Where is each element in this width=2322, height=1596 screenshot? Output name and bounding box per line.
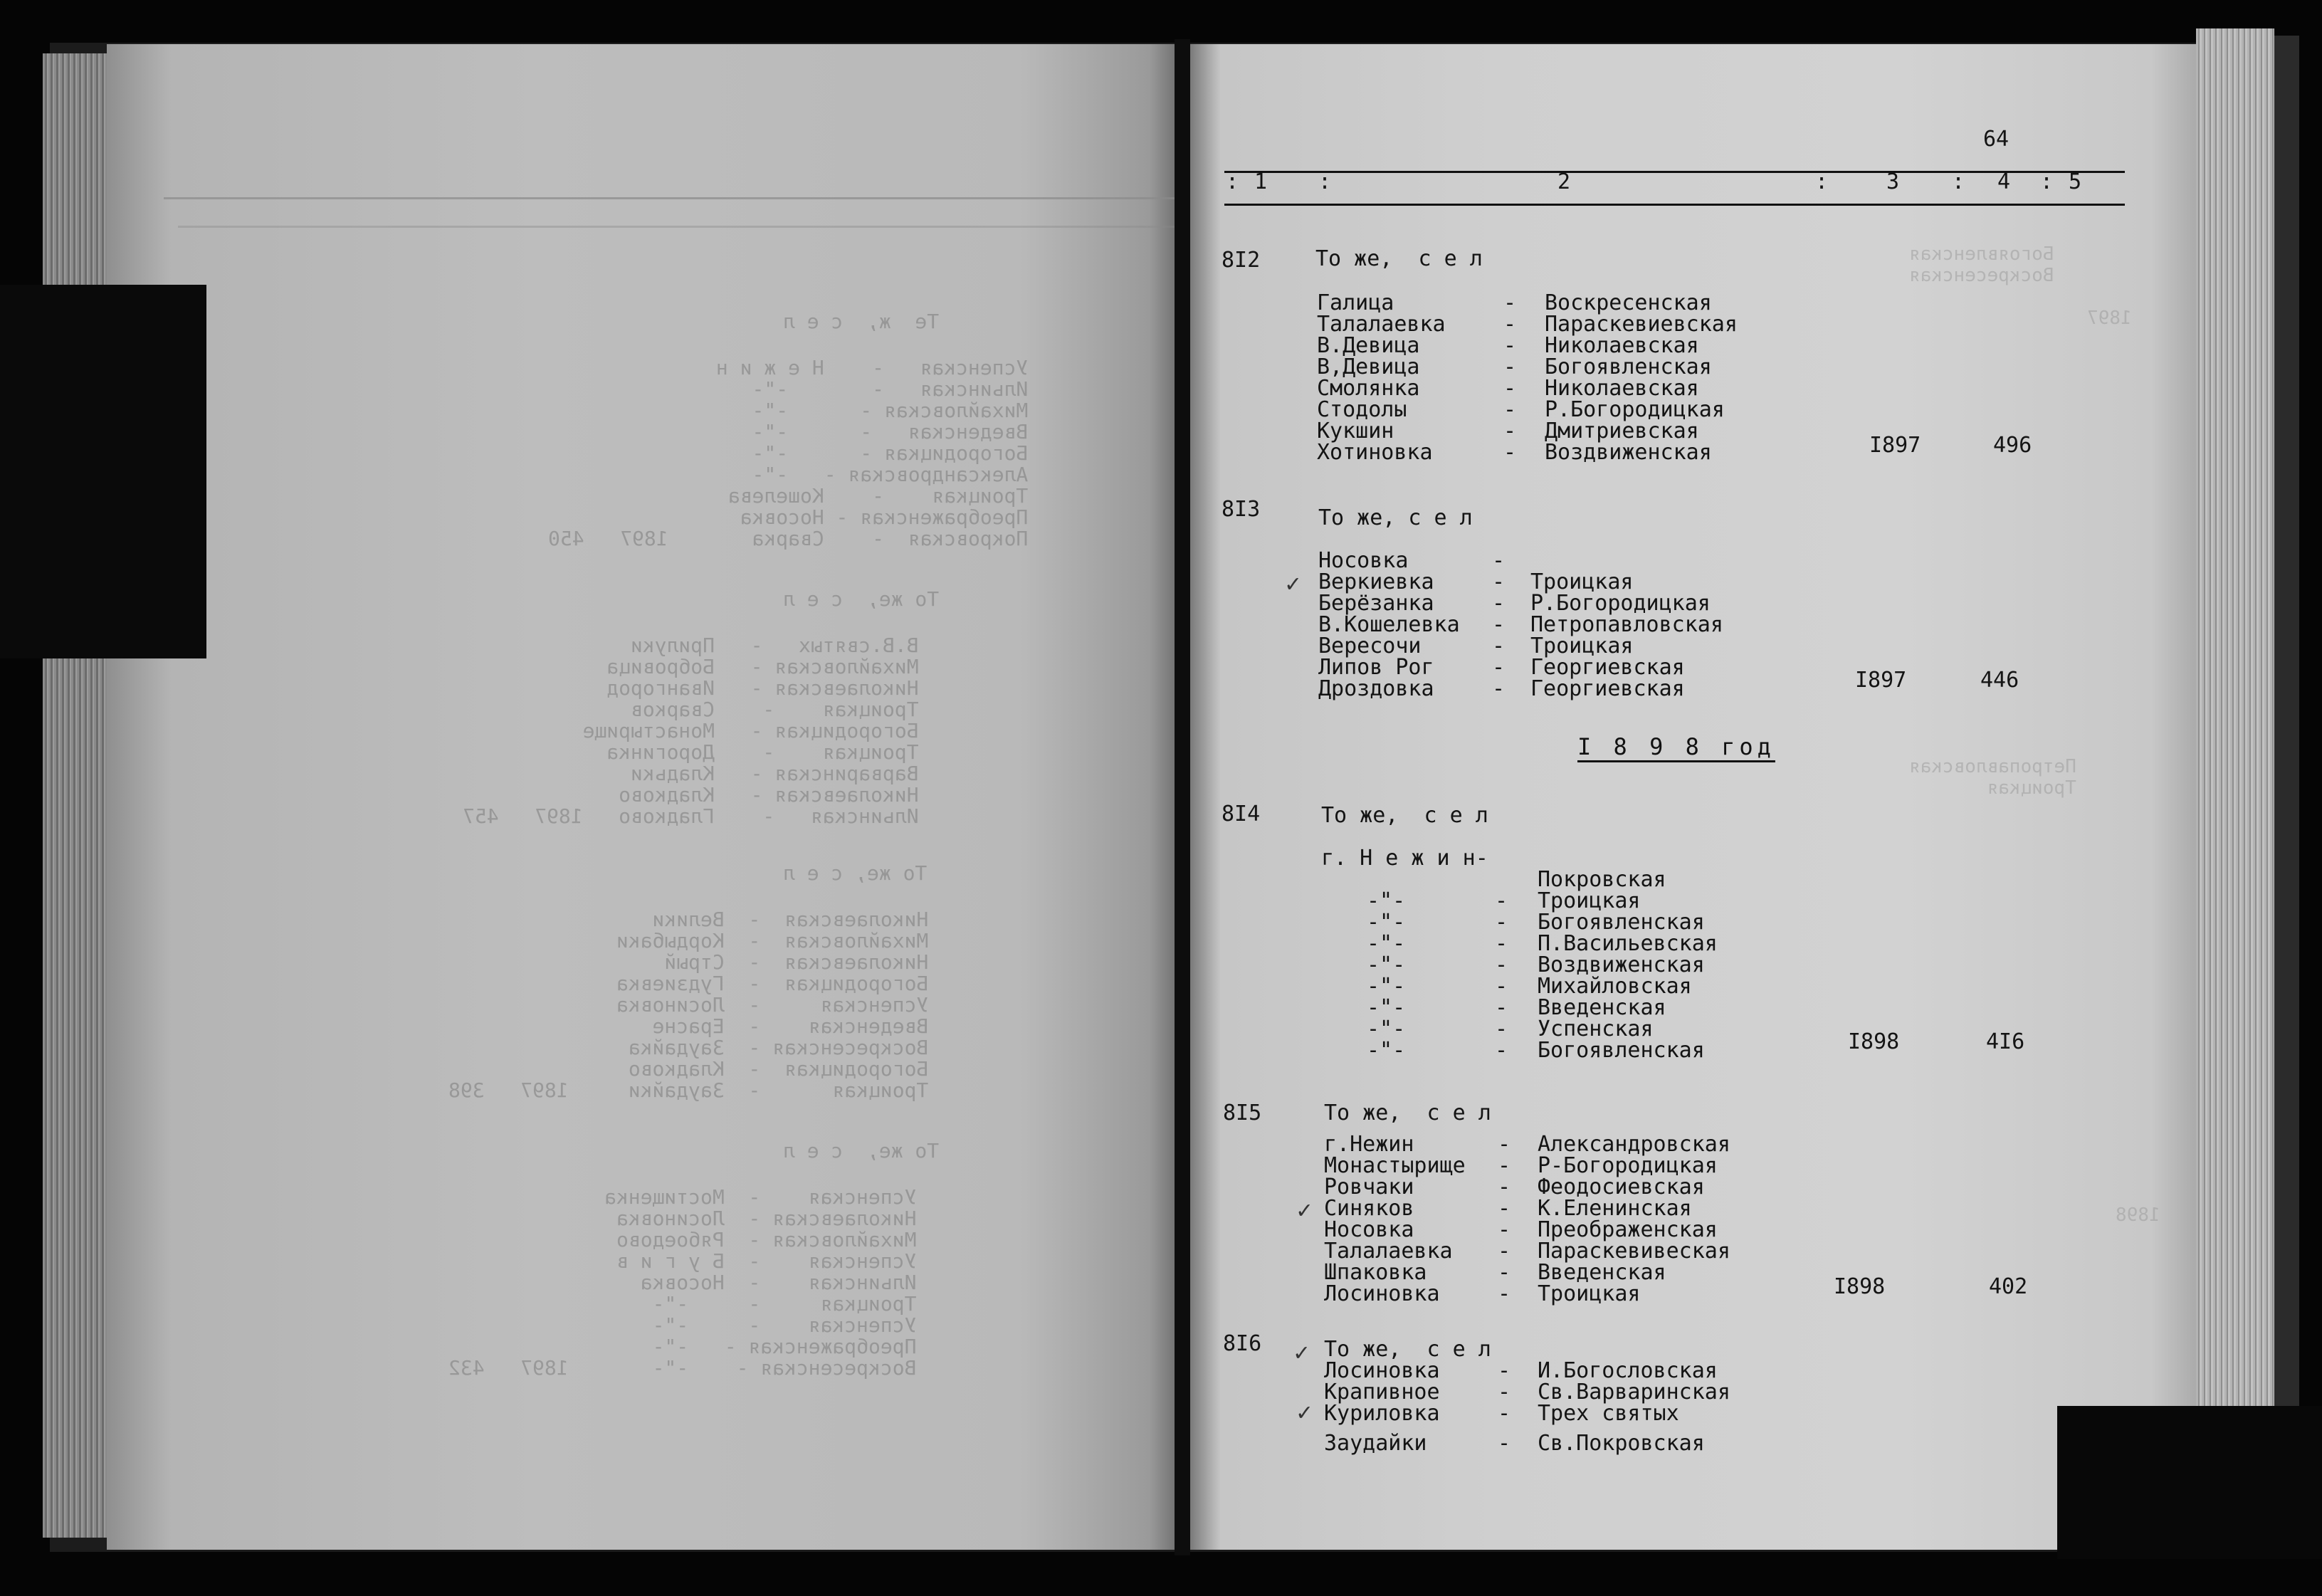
dash: - (1492, 612, 1506, 637)
ditto-mark: -"- (1367, 952, 1406, 977)
dash: - (1495, 1038, 1508, 1063)
scanner-clip-left (0, 285, 206, 658)
dash: - (1498, 1281, 1511, 1306)
church-name: Троицкая (1530, 634, 1634, 658)
place-name: Дроздовка (1318, 676, 1434, 701)
bleed-text: Богоявленская Воскресенская (1909, 243, 2054, 286)
church-name: Св.Варваринская (1538, 1380, 1730, 1405)
dash: - (1503, 419, 1517, 443)
church-name: Дмитриевская (1545, 419, 1699, 443)
place-name: Галица (1317, 290, 1394, 315)
column-3-label: 3 (1886, 169, 1900, 194)
place-name: Хотиновка (1317, 440, 1433, 465)
place-name: Ровчаки (1324, 1175, 1414, 1199)
check-mark-icon: ✓ (1297, 1398, 1312, 1427)
ditto-mark: -"- (1367, 1017, 1406, 1041)
dash: - (1503, 440, 1517, 465)
church-name: Троицкая (1530, 569, 1634, 594)
bleed-text: То же, с е л (783, 1139, 940, 1162)
ditto-mark: -"- (1367, 910, 1406, 935)
entry-year: I897 (1869, 433, 1921, 458)
entry-number: 8I5 (1223, 1101, 1262, 1125)
entry-number: 8I6 (1223, 1331, 1262, 1356)
church-name: Михайловская (1538, 974, 1692, 999)
church-name: Трех святых (1538, 1401, 1679, 1426)
church-name: Р.Богородицкая (1545, 397, 1725, 422)
dash: - (1498, 1175, 1511, 1199)
entry-count: 496 (1993, 433, 2032, 458)
entry-title: То же, с е л (1324, 1101, 1491, 1125)
check-mark-icon: ✓ (1286, 569, 1301, 598)
book-cover (2274, 36, 2299, 1545)
church-name: Успенская (1538, 1017, 1654, 1041)
dash: - (1503, 397, 1517, 422)
entry-title: То же, с е л (1324, 1337, 1491, 1362)
column-sep: : (1318, 169, 1332, 194)
column-sep: : (1815, 169, 1829, 194)
dash: - (1498, 1358, 1511, 1383)
church-name: Введенская (1538, 1260, 1666, 1285)
bleed-text: Успенская - Мостищенка Николаевская - Лосиновка Михайловская - Рябоедово Успенская - Б у г и в Ильинская - Носовка Троицкая - -"- Успенская - -"- Преображенская - -"- Воскресенская - -"- 1897 432 (448, 1185, 917, 1380)
place-name: Стодолы (1317, 397, 1407, 422)
church-name: И.Богословская (1538, 1358, 1718, 1383)
left-page-edges (43, 53, 110, 1538)
bleed-text: Te ж, с е л (783, 310, 940, 333)
bleed-text: В.В.святых - Прилуки Михайловская - Бобровица Николаевская - Ивангород Троицкая - Сварков Богородицкая - Монастырище Троицкая - Дорогинка Варваринская - Кладьки Николаевская - Кладково Ильинская - Гладково 1897 457 (463, 634, 919, 828)
church-name: Петропавловская (1530, 612, 1723, 637)
book-gutter (1175, 39, 1190, 1555)
place-name: В.Кошелевка (1318, 612, 1460, 637)
entry-year: I897 (1855, 668, 1907, 693)
place-name: Носовка (1318, 548, 1409, 573)
dash: - (1503, 376, 1517, 401)
church-name: Параскевиевская (1545, 312, 1738, 337)
ditto-mark: -"- (1367, 974, 1406, 999)
church-name: Параскевивеская (1538, 1239, 1730, 1264)
church-name: Николаевская (1545, 376, 1699, 401)
entry-title: То же, с е л (1321, 803, 1488, 828)
scanner-clip-right (2057, 1406, 2322, 1559)
place-name: Смолянка (1317, 376, 1420, 401)
column-1-label: 1 (1254, 169, 1268, 194)
church-name: Троицкая (1538, 1281, 1641, 1306)
place-name: Монастырище (1324, 1153, 1466, 1178)
left-page (107, 44, 1182, 1550)
church-name: Богоявленская (1538, 1038, 1705, 1063)
church-name: Покровская (1538, 867, 1666, 892)
dash: - (1498, 1260, 1511, 1285)
entry-count: 4I6 (1986, 1029, 2025, 1054)
place-name: В.Девица (1317, 333, 1420, 358)
church-name: Александровская (1538, 1132, 1730, 1157)
church-name: П.Васильевская (1538, 931, 1718, 956)
place-name: Шпаковка (1324, 1260, 1427, 1285)
bleed-text: То же, с е л (783, 587, 940, 611)
dash: - (1495, 1017, 1508, 1041)
bleed-text: Николаевская - Велики Михайловская - Кордыбаки Николаевская - Стрый Богородицкая - Гудзиевка Успенская - Лосиновка Введенская - Ерасне Воскресенская - Заудайка Богородицкая - Кладково Троицкая - Заудайки 1897 398 (448, 908, 929, 1102)
place-name: Берёзанка (1318, 591, 1434, 616)
church-name: К.Еленинская (1538, 1196, 1692, 1221)
dash: - (1498, 1239, 1511, 1264)
bleed-text: 1898 (2116, 1204, 2160, 1226)
bleed-rule-top (164, 197, 1175, 199)
place-name: Вересочи (1318, 634, 1422, 658)
bleed-text: 1897 (2087, 308, 2132, 329)
place-name: Кукшин (1317, 419, 1394, 443)
dash: - (1495, 995, 1508, 1020)
dash: - (1498, 1196, 1511, 1221)
dash: - (1503, 290, 1517, 315)
bleed-text: Успенская - Н е ж и н Ильинская - -"- Михайловская - -"- Введенская - -"- Богородицкая - -"- Александровская - -"- Троицкая - Кошелева Преображенская - Носовка Покровская - Сварка 1897 450 (548, 356, 1029, 550)
entry-count: 446 (1980, 668, 2019, 693)
church-name: Феодосиевская (1538, 1175, 1705, 1199)
dash: - (1498, 1217, 1511, 1242)
column-sep: : (1952, 169, 1965, 194)
bleed-rule-header (178, 226, 1175, 228)
church-name: Р-Богородицкая (1538, 1153, 1718, 1178)
entry-year: I898 (1834, 1274, 1886, 1299)
page-number: 64 (1983, 127, 2010, 152)
place-name: Заудайки (1324, 1431, 1427, 1456)
place-name: г.Нежин (1324, 1132, 1414, 1157)
dash: - (1503, 355, 1517, 379)
year-heading: I 8 9 8 год (1577, 733, 1775, 760)
dash: - (1492, 655, 1506, 680)
column-4-label: 4 (1997, 169, 2011, 194)
place-name: В,Девица (1317, 355, 1420, 379)
ditto-mark: -"- (1367, 888, 1406, 913)
dash: - (1492, 634, 1506, 658)
church-name: Р.Богородицкая (1530, 591, 1711, 616)
place-name: Носовка (1324, 1217, 1414, 1242)
dash: - (1498, 1153, 1511, 1178)
column-sep: : (1226, 169, 1239, 194)
dash: - (1498, 1431, 1511, 1456)
ditto-mark: -"- (1367, 931, 1406, 956)
place-name: г. Н е ж и н- (1321, 846, 1488, 871)
dash: - (1495, 974, 1508, 999)
dash: - (1492, 548, 1506, 573)
dash: - (1495, 952, 1508, 977)
dash: - (1495, 910, 1508, 935)
dash: - (1498, 1132, 1511, 1157)
place-name: Веркиевка (1318, 569, 1434, 594)
ditto-mark: -"- (1367, 1038, 1406, 1063)
dash: - (1503, 312, 1517, 337)
place-name: Куриловка (1324, 1401, 1440, 1426)
entry-title: То же, с е л (1315, 246, 1483, 271)
entry-year: I898 (1848, 1029, 1900, 1054)
place-name: Синяков (1324, 1196, 1414, 1221)
church-name: Богоявленская (1538, 910, 1705, 935)
church-name: Троицкая (1538, 888, 1641, 913)
church-name: Преображенская (1538, 1217, 1718, 1242)
place-name: Талалаевка (1324, 1239, 1453, 1264)
entry-number: 8I3 (1222, 497, 1261, 522)
column-2-label: 2 (1557, 169, 1571, 194)
church-name: Введенская (1538, 995, 1666, 1020)
dash: - (1498, 1401, 1511, 1426)
place-name: Лосиновка (1324, 1281, 1440, 1306)
dash: - (1495, 888, 1508, 913)
bleed-text: То же, с е л (783, 861, 928, 885)
ditto-mark: -"- (1367, 995, 1406, 1020)
header-rule-bottom (1224, 204, 2125, 206)
church-name: Воздвиженская (1545, 440, 1712, 465)
dash: - (1492, 676, 1506, 701)
column-sep: : (2040, 169, 2054, 194)
entry-title: То же, с е л (1318, 505, 1473, 530)
dash: - (1492, 591, 1506, 616)
church-name: Св.Покровская (1538, 1431, 1705, 1456)
dash: - (1503, 333, 1517, 358)
church-name: Воскресенская (1545, 290, 1712, 315)
church-name: Воздвиженская (1538, 952, 1705, 977)
place-name: Лосиновка (1324, 1358, 1440, 1383)
place-name: Талалаевка (1317, 312, 1446, 337)
dash: - (1495, 931, 1508, 956)
dash: - (1498, 1380, 1511, 1405)
right-page-edges (2196, 28, 2274, 1552)
dash: - (1492, 569, 1506, 594)
entry-number: 8I4 (1222, 802, 1261, 826)
check-mark-icon: ✓ (1297, 1196, 1312, 1224)
entry-count: 402 (1989, 1274, 2028, 1299)
church-name: Георгиевская (1530, 655, 1685, 680)
entry-number: 8I2 (1222, 248, 1261, 273)
place-name: Липов Рог (1318, 655, 1434, 680)
church-name: Богоявленская (1545, 355, 1712, 379)
column-5-label: 5 (2069, 169, 2082, 194)
church-name: Георгиевская (1530, 676, 1685, 701)
header-rule-top (1224, 171, 2125, 173)
place-name: Крапивное (1324, 1380, 1440, 1405)
bleed-text: Петропавловская Троицкая (1909, 756, 2076, 799)
church-name: Николаевская (1545, 333, 1699, 358)
check-mark-icon: ✓ (1294, 1338, 1309, 1367)
